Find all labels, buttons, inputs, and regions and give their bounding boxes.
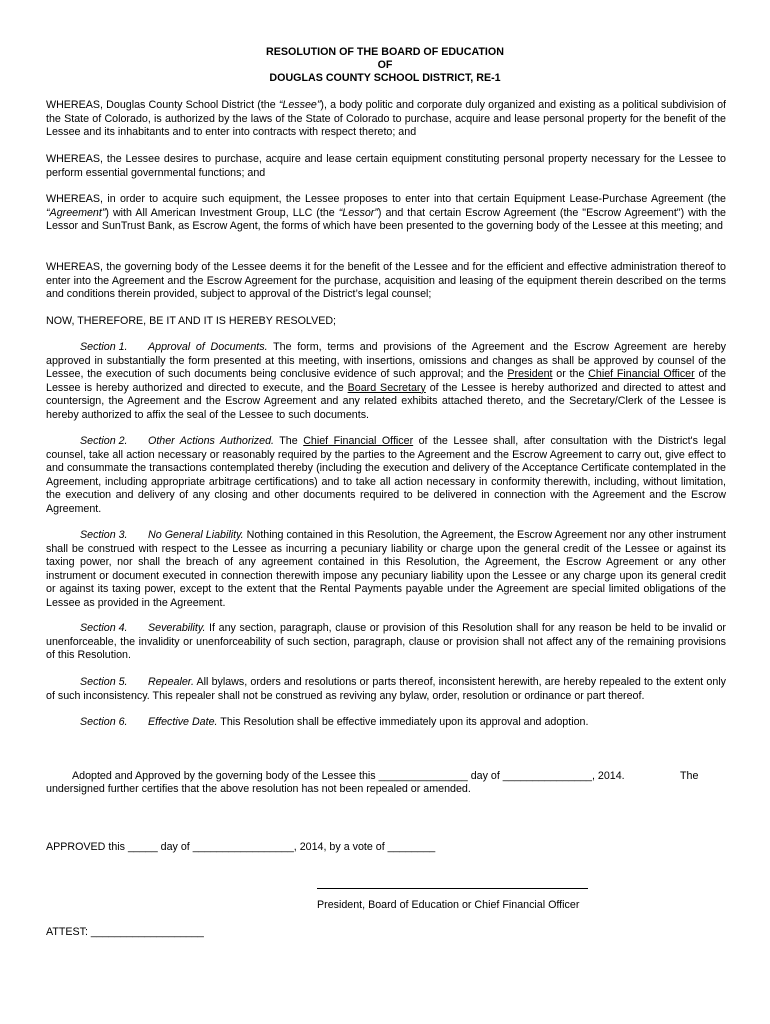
section-2-number: Section 2. (80, 435, 128, 447)
section-5-text: All bylaws, orders and resolutions or parts thereof, inconsistent herewith, are hereby repealed to the extent only of such inconsistency. This repealer shall not be construed as reviving any bylaw, order, resolution or ordinance or part thereof. (46, 676, 726, 702)
section-2-text-b: of the Lessee shall, after consultation with the District's legal counsel, take all action necessary or reasonably required by the parties to the Agreement and the Escrow Agreement to carry out, give effect to and consummate the transactions contemplated thereby (including the execution and delivery of the Acceptance Certificate contemplated in the Agreement, including appropriate arbitrage certifications) and to take all action necessary in conformity therewith, including, without limitation, the execution and delivery of any closing and other documents required to be delivered in connection with the Agreement and the Escrow Agreement. (46, 435, 726, 515)
cfo-term: Chief Financial Officer (588, 368, 695, 380)
signature-line (317, 888, 588, 889)
whereas-paragraph-3 (46, 193, 726, 234)
section-1-number: Section 1. (80, 341, 128, 353)
agreement-term: “Agreement” (46, 206, 106, 219)
section-5 (46, 676, 726, 703)
document-title-line1: RESOLUTION OF THE BOARD OF EDUCATION (266, 46, 504, 58)
section-4-text: If any section, paragraph, clause or provision of this Resolution shall for any reason be held to be invalid or unenforceable, the invalidity or unenforceability of such section, paragraph, clause or provision shall not affect any of the remaining provisions of this Resolution. (46, 622, 726, 661)
document-title-line3: DOUGLAS COUNTY SCHOOL DISTRICT, RE-1 (269, 72, 501, 84)
adopted-the: The (680, 770, 699, 782)
section-3 (46, 529, 726, 610)
whereas-1-text-b: ), a body politic and corporate duly organized and existing as a political subdivision of the State of Colorado, is authorized by the laws of the State of Colorado to purchase, acquire and lease personal property for the benefit of the Lessee and its inhabitants and to enter into contracts with respect thereto; and (46, 99, 726, 138)
section-1-text-a: The form, terms and provisions of the Agreement and the Escrow Agreement are hereby approved in substantially the form presented at this meeting, with insertions, omissions and changes as shall be approved by counsel of the Lessee, the execution of such documents being conclusive evidence of such approval; and the (46, 341, 726, 380)
document-title-line2: OF (377, 59, 393, 71)
whereas-3-text-c: ) and that certain Escrow Agreement (the "Escrow Agreement") with the Lessor and SunTrust Bank, as Escrow Agent, the forms of which have been presented to the governing body of the Lessee at this meeting; and (46, 206, 727, 232)
section-1 (46, 341, 726, 422)
section-1-title: Approval of Documents. (148, 341, 268, 353)
resolved-statement: NOW, THEREFORE, BE IT AND IT IS HEREBY RESOLVED; (46, 315, 337, 327)
whereas-paragraph-2: WHEREAS, the Lessee desires to purchase, acquire and lease certain equipment constituting personal property necessary for the Lessee to perform essential governmental functions; and (46, 153, 726, 179)
lessee-term: “Lessee” (278, 99, 321, 111)
board-secretary-term: Board Secretary (347, 381, 426, 394)
cfo-term-2: Chief Financial Officer (303, 435, 414, 447)
section-6-number: Section 6. (80, 716, 128, 728)
section-5-title: Repealer. (148, 676, 194, 688)
whereas-1-text-a: WHEREAS, Douglas County School District (the (46, 99, 279, 111)
section-6-text: This Resolution shall be effective immediately upon its approval and adoption. (217, 716, 589, 728)
section-2 (46, 435, 726, 516)
whereas-paragraph-4: WHEREAS, the governing body of the Lessee deems it for the benefit of the Lessee and for the efficient and effective administration thereof to enter into the Agreement and the Escrow Agreement for the purchase, acquisition and leasing of the equipment therein described on the terms and conditions therein provided, subject to approval of the District’s legal counsel; (46, 261, 726, 300)
section-1-text-b: or the (552, 368, 589, 380)
section-6-title: Effective Date. (148, 716, 218, 728)
president-term: President (507, 368, 553, 380)
section-4-title: Severability. (148, 622, 206, 634)
section-4 (46, 622, 726, 663)
section-4-number: Section 4. (80, 622, 128, 634)
whereas-3-text-b: ) with All American Investment Group, LLC (the (105, 206, 339, 219)
adopted-line-2: undersigned further certifies that the above resolution has not been repealed or amended. (46, 783, 471, 795)
lessor-term: “Lessor” (338, 206, 378, 219)
attest-line: ATTEST: ___________________ (46, 926, 204, 938)
whereas-3-text-a: WHEREAS, in order to acquire such equipment, the Lessee proposes to enter into that certain Equipment Lease-Purchase Agreement (the (46, 193, 726, 205)
section-3-number: Section 3. (80, 529, 128, 541)
section-1-text-d: of the Lessee is hereby authorized and directed to attest and countersign, the Agreement and the Escrow Agreement and any related exhibits attached thereto, and the Secretary/Clerk of the Lessee is hereby authorized to affix the seal of the Lessee to such documents. (46, 381, 726, 421)
adopted-line-1: Adopted and Approved by the governing body of the Lessee this _______________ day of _______________, 2014. (72, 770, 625, 782)
section-2-text-a: The (274, 435, 304, 447)
section-1-text-c: of the Lessee is hereby authorized and directed to execute, and the (46, 368, 726, 394)
section-2-title: Other Actions Authorized. (148, 435, 274, 447)
signature-caption: President, Board of Education or Chief Financial Officer (317, 899, 580, 911)
whereas-paragraph-1 (46, 99, 726, 140)
section-6 (46, 716, 726, 730)
section-5-number: Section 5. (80, 676, 128, 688)
approved-line: APPROVED this _____ day of _________________, 2014, by a vote of ________ (46, 841, 436, 853)
section-3-title: No General Liability. (148, 529, 244, 541)
section-3-text: Nothing contained in this Resolution, the Agreement, the Escrow Agreement nor any other instrument shall be construed with respect to the Lessee as incurring a pecuniary liability or charge upon the general credit of the Lessee or against its taxing power, nor shall the breach of any agreement contained in this Resolution, the Agreement, the Escrow Agreement or any other instrument or document executed in connection therewith impose any pecuniary liability upon the Lessee or any charge upon its general credit or against its taxing power, except to the extent that the Rental Payments payable under the Agreement are special limited obligations of the Lessee as provided in the Agreement. (46, 529, 726, 609)
